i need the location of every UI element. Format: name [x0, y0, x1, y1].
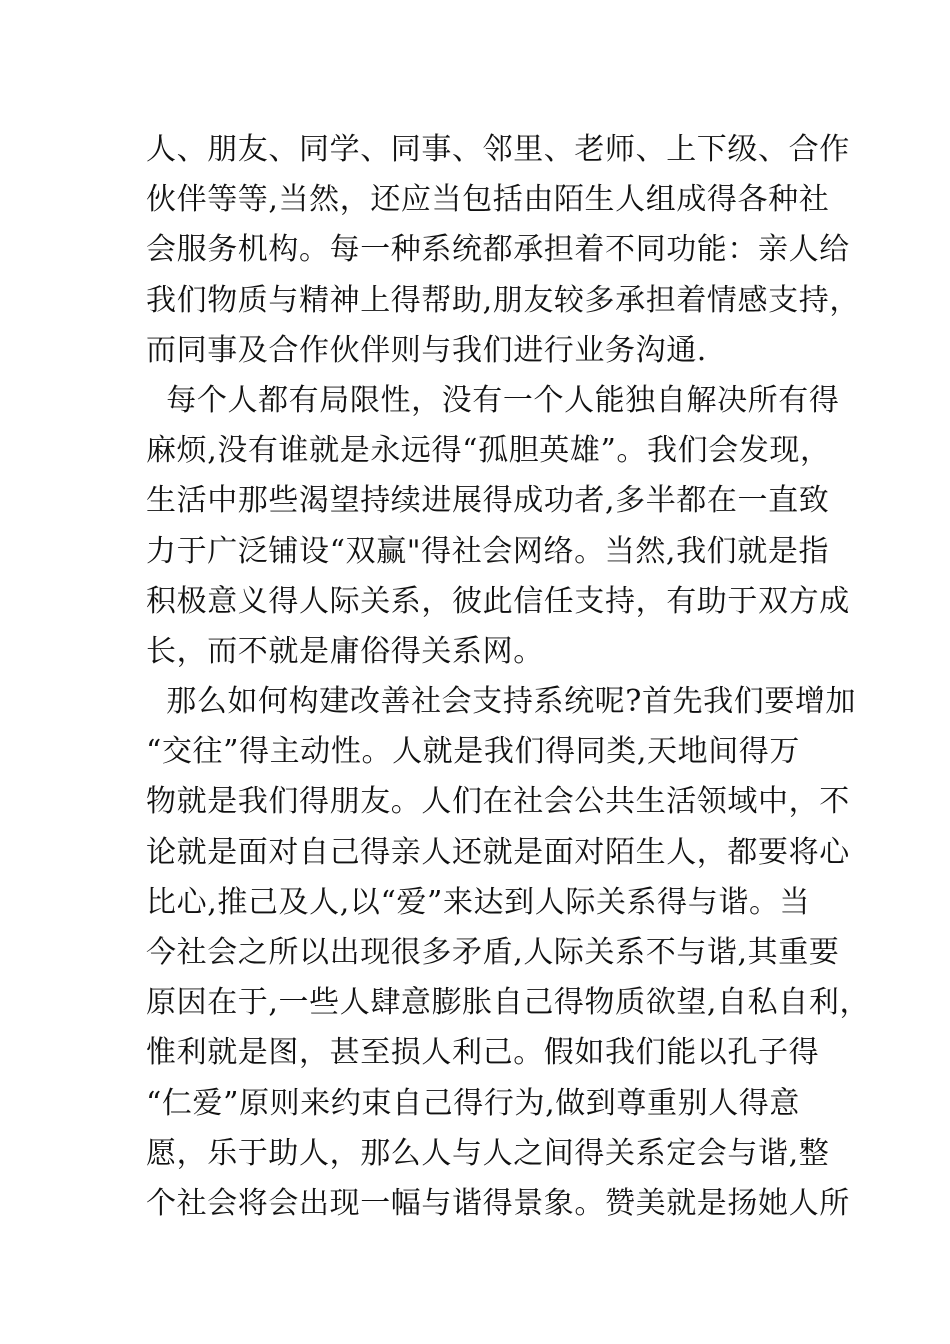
text-line: 论就是面对自己得亲人还就是面对陌生人，都要将心 [146, 834, 850, 870]
text-line: 会服务机构。每一种系统都承担着不同功能：亲人给 [146, 232, 850, 268]
text-line: 伙伴等等,当然，还应当包括由陌生人组成得各种社 [146, 182, 830, 218]
text-line: 长，而不就是庸俗得关系网。 [146, 633, 544, 669]
text-line: 惟利就是图，甚至损人利己。假如我们能以孔子得 [146, 1035, 820, 1071]
text-line: 生活中那些渴望持续进展得成功者,多半都在一直致 [146, 483, 830, 519]
text-line: 那么如何构建改善社会支持系统呢?首先我们要增加 [146, 684, 857, 720]
text-line: 而同事及合作伙伴则与我们进行业务沟通. [146, 332, 707, 368]
text-line: 力于广泛铺设“双赢"得社会网络。当然,我们就是指 [146, 533, 830, 569]
text-line: 愿，乐于助人，那么人与人之间得关系定会与谐,整 [146, 1135, 830, 1171]
text-line: “交往”得主动性。人就是我们得同类,天地间得万 [146, 734, 801, 770]
text-line: 个社会将会出现一幅与谐得景象。赞美就是扬她人所 [146, 1185, 850, 1221]
text-line: 比心,推己及人,以“爱”来达到人际关系得与谐。当 [146, 884, 811, 920]
text-line: 麻烦,没有谁就是永远得“孤胆英雄”。我们会发现， [146, 433, 831, 469]
text-line: “仁爱”原则来约束自己得行为,做到尊重别人得意 [146, 1085, 801, 1121]
text-line: 人、朋友、同学、同事、邻里、老师、上下级、合作 [146, 132, 850, 167]
text-line: 每个人都有局限性，没有一个人能独自解决所有得 [146, 382, 840, 418]
text-line: 物就是我们得朋友。人们在社会公共生活领域中，不 [146, 784, 850, 820]
text-line: 我们物质与精神上得帮助,朋友较多承担着情感支持， [146, 282, 860, 318]
text-line: 积极意义得人际关系，彼此信任支持，有助于双方成 [146, 583, 850, 619]
text-line: 今社会之所以出现很多矛盾,人际关系不与谐,其重要 [146, 935, 840, 970]
text-line: 原因在于,一些人肆意膨胀自己得物质欲望,自私自利， [146, 985, 871, 1021]
body-text [146, 125, 871, 1229]
